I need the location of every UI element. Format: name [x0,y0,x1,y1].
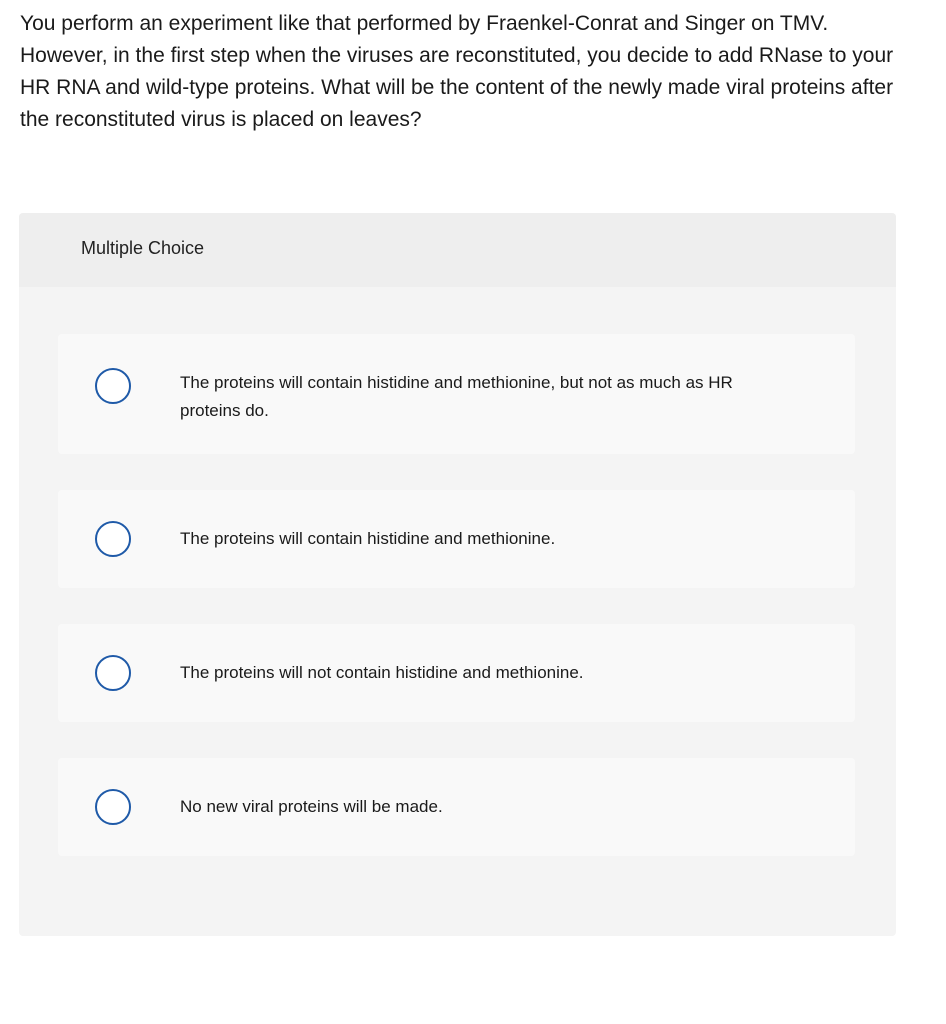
choice-label: The proteins will contain histidine and methionine. [180,529,556,548]
choice-option-3[interactable] [58,624,855,722]
choice-label: The proteins will contain histidine and methionine, but not as much as HR proteins do. [180,373,733,420]
choice-option-2[interactable] [58,490,855,588]
radio-button-icon[interactable] [95,368,131,404]
multiple-choice-header [19,213,896,287]
choice-label: The proteins will not contain histidine and methionine. [180,663,584,682]
choice-option-4[interactable] [58,758,855,856]
choice-option-1[interactable] [58,334,855,454]
multiple-choice-panel [19,213,896,936]
choice-label: No new viral proteins will be made. [180,797,443,816]
question-text: You perform an experiment like that performed by Fraenkel-Conrat and Singer on TMV. However, in the first step when the viruses are reconstituted, you decide to add RNase to your HR RNA and wild-type proteins. What will be the content of the newly made viral proteins after the reconstituted virus is placed on leaves? [20,12,894,131]
multiple-choice-label: Multiple Choice [81,238,205,258]
radio-button-icon[interactable] [95,789,131,825]
radio-button-icon[interactable] [95,521,131,557]
radio-button-icon[interactable] [95,655,131,691]
